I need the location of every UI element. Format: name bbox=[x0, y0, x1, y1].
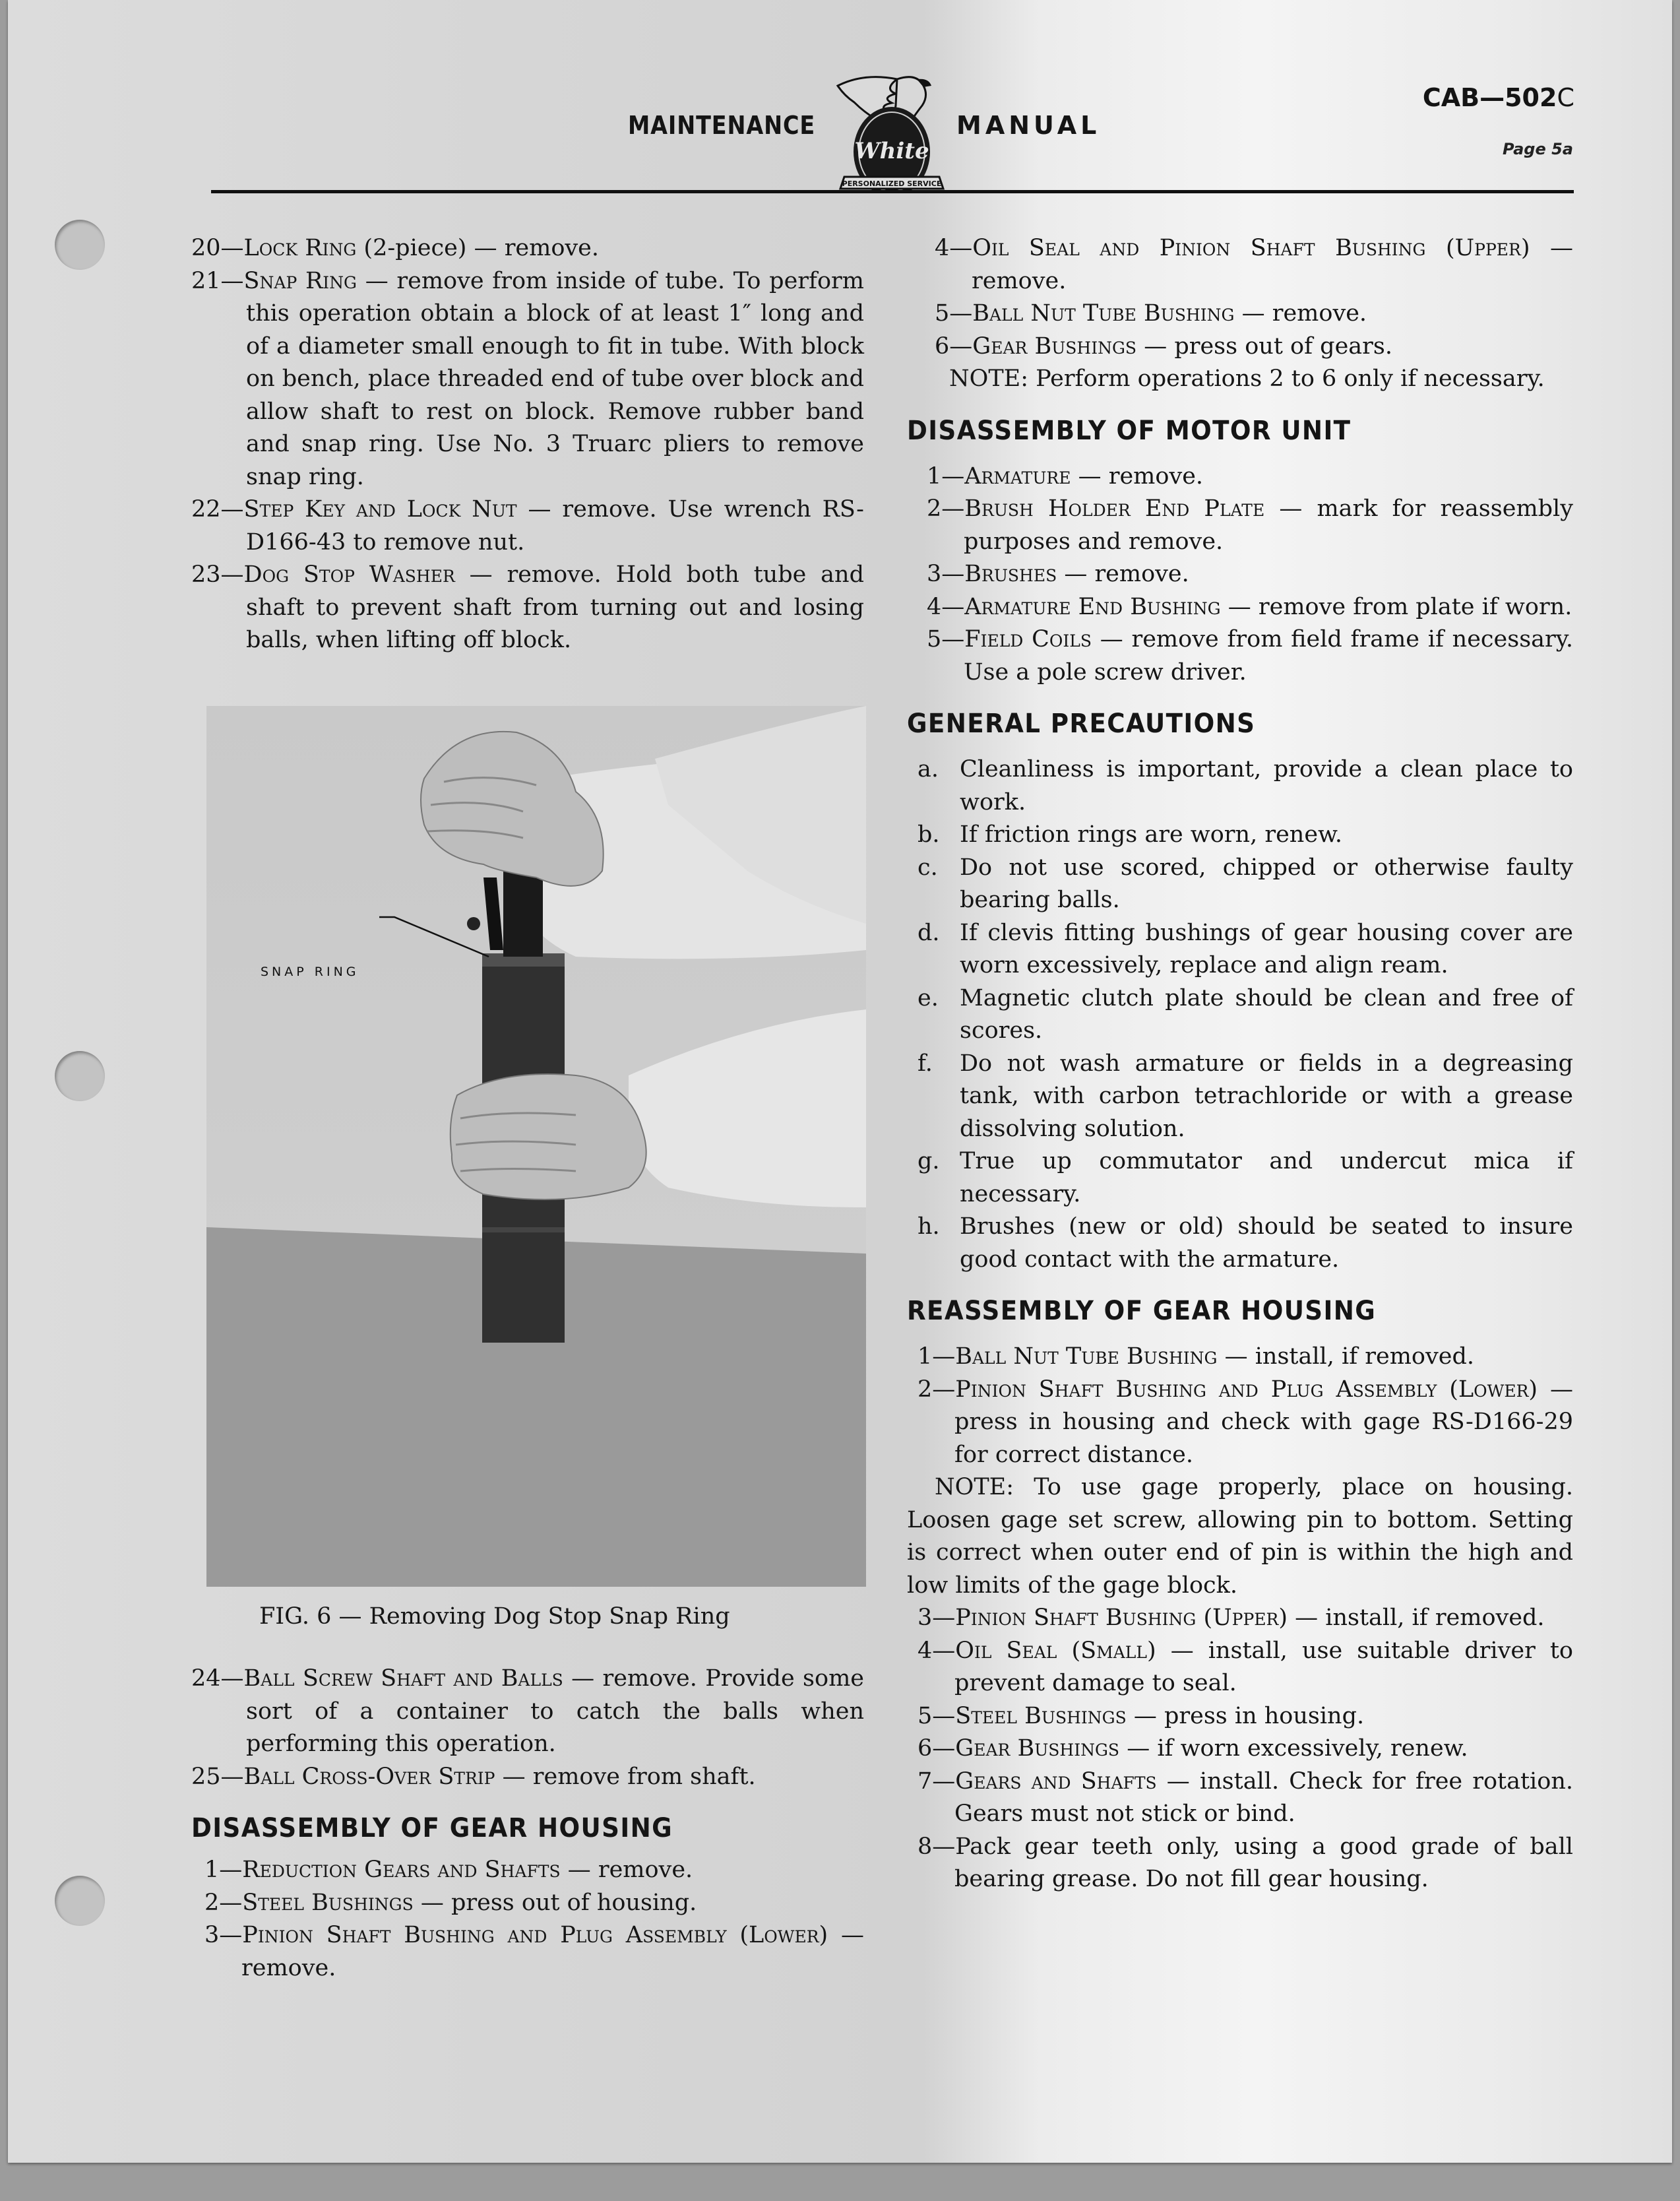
step-text: — remove. Provide some sort of a container to catch the balls when performing this operation. bbox=[246, 1665, 864, 1757]
step-text: — press in housing. bbox=[1126, 1702, 1365, 1729]
precaution-item bbox=[907, 917, 1573, 982]
step-part: Gear Bushings bbox=[955, 1735, 1120, 1762]
step-number: 4— bbox=[935, 235, 973, 261]
step-number: 3— bbox=[927, 561, 965, 587]
step-item bbox=[927, 493, 1573, 558]
precaution-item bbox=[907, 819, 1573, 852]
step-part: Armature bbox=[964, 463, 1071, 490]
precaution-letter: b. bbox=[918, 821, 940, 848]
step-number: 25— bbox=[191, 1763, 244, 1790]
document-code-main: CAB—502 bbox=[1422, 83, 1557, 112]
step-text: — remove. Use wrench RS-D166-43 to remove nut. bbox=[246, 496, 865, 556]
step-item bbox=[918, 1700, 1573, 1733]
step-part: Pinion Shaft Bushing (Upper) bbox=[955, 1605, 1288, 1631]
step-item bbox=[204, 1919, 864, 1985]
step-part: Brush Holder End Plate bbox=[964, 495, 1265, 522]
step-number: 21— bbox=[191, 267, 244, 294]
precaution-text: Do not use scored, chipped or otherwise faulty bearing balls. bbox=[960, 854, 1573, 913]
step-number: 2— bbox=[918, 1376, 956, 1403]
note-text: NOTE: To use gage properly, place on housing. Loosen gage set screw, allowing pin to bottom. Setting is correct when outer end of pin is within the high and low limits of the gage block. bbox=[907, 1474, 1573, 1599]
step-part: Ball Screw Shaft and Balls bbox=[243, 1665, 563, 1692]
step-item bbox=[927, 623, 1573, 689]
step-text: — press in housing and check with gage RS-D166-29 for correct distance. bbox=[954, 1376, 1573, 1468]
precaution-letter: f. bbox=[918, 1050, 933, 1077]
header-maintenance-word: MAINTENANCE bbox=[628, 111, 816, 140]
precaution-text: Brushes (new or old) should be seated to insure good contact with the armature. bbox=[960, 1213, 1573, 1273]
step-part: Pinion Shaft Bushing and Plug Assembly (Lower) bbox=[242, 1922, 828, 1948]
binder-punch-hole bbox=[55, 220, 105, 270]
step-text: — install, use suitable driver to prevent damage to seal. bbox=[954, 1637, 1574, 1696]
precaution-item bbox=[907, 753, 1573, 819]
step-item bbox=[918, 1766, 1573, 1831]
step-number: 3— bbox=[918, 1605, 956, 1631]
step-part: Pinion Shaft Bushing and Plug Assembly (Lower) bbox=[955, 1376, 1538, 1403]
section-heading-general-precautions: GENERAL PRECAUTIONS bbox=[907, 709, 1256, 739]
section-heading-disassembly-gear-housing: DISASSEMBLY OF GEAR HOUSING bbox=[191, 1813, 673, 1843]
precaution-item bbox=[907, 1145, 1573, 1211]
step-item bbox=[191, 494, 864, 559]
step-item bbox=[935, 232, 1573, 298]
eagle-on-globe-logo-icon bbox=[818, 59, 970, 191]
truarc-pliers bbox=[483, 877, 503, 950]
step-text: (2-piece) — remove. bbox=[356, 235, 600, 261]
step-item bbox=[918, 1341, 1573, 1374]
step-number: 1— bbox=[918, 1343, 956, 1370]
step-text: — remove. bbox=[1234, 300, 1367, 327]
step-number: 24— bbox=[191, 1665, 244, 1692]
step-text: — install, if removed. bbox=[1288, 1605, 1545, 1631]
step-part: Steel Bushings bbox=[955, 1702, 1127, 1729]
precaution-text: If clevis fitting bushings of gear housing cover are worn excessively, replace and align ream. bbox=[960, 919, 1573, 978]
step-text: — press out of gears. bbox=[1136, 333, 1392, 360]
precaution-item bbox=[907, 1211, 1573, 1276]
step-number: 5— bbox=[935, 300, 973, 327]
step-number: 1— bbox=[927, 463, 965, 490]
note-text: NOTE: Perform operations 2 to 6 only if necessary. bbox=[949, 366, 1545, 392]
step-text: — mark for reassembly purposes and remove. bbox=[964, 495, 1573, 555]
step-text: — remove from shaft. bbox=[495, 1763, 756, 1790]
step-item bbox=[918, 1635, 1573, 1700]
step-item bbox=[191, 265, 864, 494]
precaution-letter: d. bbox=[918, 919, 940, 946]
step-number: 3— bbox=[204, 1922, 243, 1948]
header-manual-word: MANUAL bbox=[956, 111, 1101, 140]
step-number: 6— bbox=[935, 333, 973, 360]
step-text: — install, if removed. bbox=[1217, 1343, 1474, 1370]
step-part: Gear Bushings bbox=[972, 333, 1137, 360]
precaution-item bbox=[907, 1048, 1573, 1146]
step-number: 5— bbox=[927, 626, 965, 653]
step-text: — remove. bbox=[241, 1922, 864, 1981]
precaution-letter: e. bbox=[918, 984, 939, 1011]
step-item bbox=[918, 1602, 1573, 1635]
precaution-letter: c. bbox=[918, 854, 938, 881]
step-text: — remove. bbox=[972, 235, 1573, 294]
precaution-text: Magnetic clutch plate should be clean and free of scores. bbox=[960, 984, 1573, 1044]
step-part: Step Key and Lock Nut bbox=[243, 496, 517, 523]
step-part: Steel Bushings bbox=[242, 1889, 414, 1916]
step-text: — remove from inside of tube. To perform this operation obtain a block of at least 1″ long and of a diameter small enough to fit in tube. With block on bench, place threaded end of tube over block and allow shaft to rest on block. Remove rubber band and snap ring. Use No. 3 Truarc pliers to remove snap ring. bbox=[246, 267, 864, 490]
page-number: Page 5a bbox=[1503, 140, 1573, 158]
document-code-suffix: C bbox=[1557, 83, 1574, 112]
step-text: — install. Check for free rotation. Gears must not stick or bind. bbox=[954, 1768, 1573, 1827]
step-part: Ball Nut Tube Bushing bbox=[955, 1343, 1218, 1370]
step-part: Brushes bbox=[964, 561, 1057, 587]
step-number: 1— bbox=[204, 1857, 243, 1883]
step-item bbox=[191, 1663, 864, 1761]
step-part: Dog Stop Washer bbox=[243, 561, 455, 588]
step-item bbox=[191, 559, 864, 657]
step-part: Lock Ring bbox=[243, 235, 357, 261]
step-text: — if worn excessively, renew. bbox=[1119, 1735, 1468, 1762]
step-item bbox=[935, 331, 1573, 364]
step-number: 22— bbox=[191, 496, 244, 523]
section-heading-motor-unit: DISASSEMBLY OF MOTOR UNIT bbox=[907, 415, 1352, 446]
precaution-text: Do not wash armature or fields in a degreasing tank, with carbon tetrachloride or with a grease dissolving solution. bbox=[960, 1050, 1573, 1142]
step-part: Armature End Bushing bbox=[964, 593, 1221, 620]
figure-caption: FIG. 6 — Removing Dog Stop Snap Ring bbox=[259, 1603, 730, 1630]
step-number: 4— bbox=[927, 593, 965, 620]
step-item bbox=[927, 558, 1573, 591]
step-item bbox=[918, 1733, 1573, 1766]
step-part: Reduction Gears and Shafts bbox=[242, 1857, 561, 1883]
step-part: Field Coils bbox=[964, 626, 1092, 653]
step-number: 8— bbox=[918, 1833, 956, 1860]
step-item bbox=[927, 461, 1573, 494]
step-text: — press out of housing. bbox=[413, 1889, 697, 1916]
section-heading-reassembly-gear-housing: REASSEMBLY OF GEAR HOUSING bbox=[907, 1296, 1377, 1326]
precaution-letter: a. bbox=[918, 756, 939, 782]
step-part: Oil Seal (Small) bbox=[955, 1637, 1156, 1664]
step-number: 20— bbox=[191, 235, 244, 261]
step-number: 7— bbox=[918, 1768, 956, 1795]
precaution-letter: h. bbox=[918, 1213, 940, 1240]
step-number: 2— bbox=[204, 1889, 243, 1916]
binder-punch-hole bbox=[55, 1051, 105, 1101]
step-part: Ball Nut Tube Bushing bbox=[972, 300, 1235, 327]
step-number: 23— bbox=[191, 561, 244, 588]
step-part: Oil Seal and Pinion Shaft Bushing (Upper) bbox=[972, 235, 1530, 261]
document-code bbox=[1423, 83, 1574, 112]
step-text: — remove. bbox=[1057, 561, 1189, 587]
precaution-text: True up commutator and undercut mica if necessary. bbox=[960, 1148, 1573, 1207]
precaution-letter: g. bbox=[918, 1148, 940, 1174]
precaution-text: If friction rings are worn, renew. bbox=[960, 821, 1342, 848]
step-number: 2— bbox=[927, 495, 965, 522]
lower-hand bbox=[451, 1074, 646, 1199]
step-text: — remove. Hold both tube and shaft to prevent shaft from turning out and losing balls, when lifting off block. bbox=[246, 561, 864, 653]
step-number: 6— bbox=[918, 1735, 956, 1762]
step-text: — remove. bbox=[560, 1857, 693, 1883]
step-item bbox=[204, 1887, 864, 1920]
figure-6-photo bbox=[206, 706, 866, 1587]
binder-punch-hole bbox=[55, 1876, 105, 1926]
step-item bbox=[204, 1854, 864, 1887]
step-text: — remove. bbox=[1071, 463, 1204, 490]
logo-brand-text: White bbox=[854, 138, 929, 164]
left-column-bottom bbox=[191, 1663, 864, 1985]
step-number: 4— bbox=[918, 1637, 956, 1664]
step-text: Pack gear teeth only, using a good grade of ball bearing grease. Do not fill gear housing. bbox=[954, 1833, 1573, 1892]
step-item bbox=[918, 1374, 1573, 1472]
lower-sleeve bbox=[629, 1009, 866, 1207]
left-column-top bbox=[191, 232, 864, 657]
snap-ring-callout: SNAP RING bbox=[261, 965, 359, 979]
precautions-list bbox=[907, 753, 1573, 1276]
precaution-item bbox=[907, 852, 1573, 917]
right-column bbox=[907, 232, 1573, 1896]
step-number: 5— bbox=[918, 1702, 956, 1729]
precaution-item bbox=[907, 982, 1573, 1048]
step-part: Ball Cross-Over Strip bbox=[243, 1763, 495, 1790]
logo-ribbon-text: PERSONALIZED SERVICE bbox=[842, 179, 942, 188]
header-rule bbox=[211, 190, 1574, 193]
step-item bbox=[191, 232, 864, 265]
step-item bbox=[927, 591, 1573, 624]
step-part: Snap Ring bbox=[243, 267, 358, 294]
step-item bbox=[935, 298, 1573, 331]
step-item bbox=[918, 1831, 1573, 1896]
step-part: Gears and Shafts bbox=[955, 1768, 1157, 1795]
precaution-text: Cleanliness is important, provide a clean place to work. bbox=[960, 756, 1573, 815]
step-text: — remove from field frame if necessary. Use a pole screw driver. bbox=[964, 626, 1573, 686]
step-item bbox=[191, 1761, 864, 1794]
step-text: — remove from plate if worn. bbox=[1220, 593, 1572, 620]
